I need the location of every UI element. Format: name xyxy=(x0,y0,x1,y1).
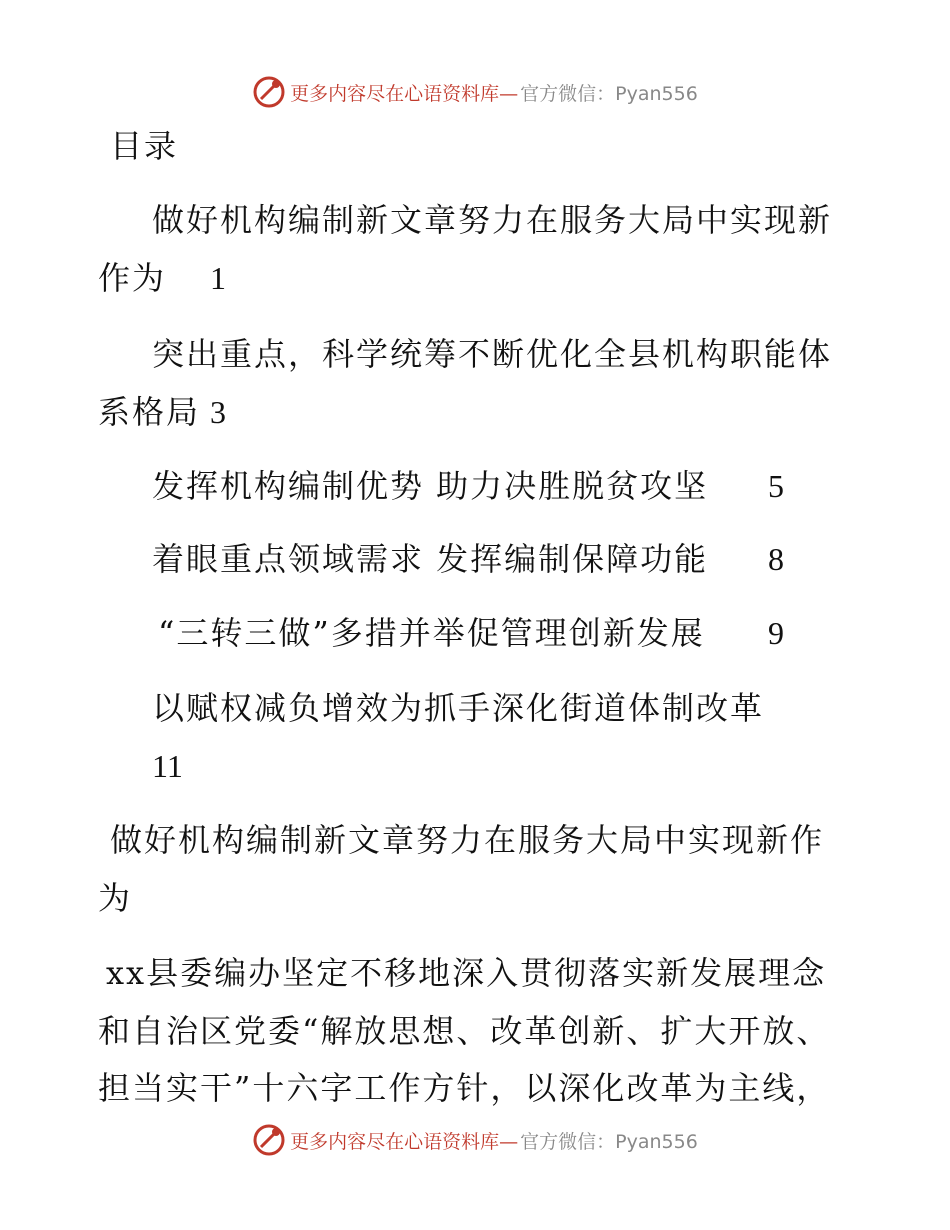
toc-heading: 目录 xyxy=(110,127,179,165)
toc-entry-3[interactable]: 发挥机构编制优势 助力决胜脱贫攻坚 xyxy=(152,467,709,505)
article-body-line1: xx县委编办坚定不移地深入贯彻落实新发展理念 xyxy=(106,954,827,992)
banner-wechat: 官方微信：Pyan556 xyxy=(520,1130,698,1153)
toc-entry-1-line1[interactable]: 做好机构编制新文章努力在服务大局中实现新 xyxy=(152,201,833,239)
toc-entry-4-page: 8 xyxy=(768,541,784,577)
banner-text: 更多内容尽在心语资料库— xyxy=(290,82,519,105)
header-banner xyxy=(0,72,950,112)
article-body-line3: 担当实干”十六字工作方针，以深化改革为主线， xyxy=(98,1069,831,1107)
toc-entry-1-page: 1 xyxy=(210,260,226,296)
article-title-line2: 为 xyxy=(98,879,133,917)
toc-entry-2-line2[interactable]: 系格局 xyxy=(98,393,201,431)
toc-entry-3-page: 5 xyxy=(768,468,784,504)
logo-icon xyxy=(252,75,286,109)
toc-entry-2-line1[interactable]: 突出重点，科学统筹不断优化全县机构职能体 xyxy=(152,335,833,373)
banner-text: 更多内容尽在心语资料库— xyxy=(290,1130,519,1153)
toc-entry-1-line2[interactable]: 作为 xyxy=(98,259,167,297)
logo-icon xyxy=(252,1123,286,1157)
toc-entry-6-page: 11 xyxy=(152,748,183,784)
banner-wechat: 官方微信：Pyan556 xyxy=(520,82,698,105)
article-body-line2: 和自治区党委“解放思想、改革创新、扩大开放、 xyxy=(98,1012,831,1050)
toc-entry-2-page: 3 xyxy=(210,394,226,430)
article-title-line1: 做好机构编制新文章努力在服务大局中实现新作 xyxy=(110,821,825,859)
toc-entry-5[interactable]: “三转三做”多措并举促管理创新发展 xyxy=(158,614,705,652)
toc-entry-6[interactable]: 以赋权减负增效为抓手深化街道体制改革 xyxy=(152,689,765,727)
footer-banner xyxy=(0,1120,950,1160)
toc-entry-4[interactable]: 着眼重点领域需求 发挥编制保障功能 xyxy=(152,540,709,578)
toc-entry-5-page: 9 xyxy=(768,615,784,651)
